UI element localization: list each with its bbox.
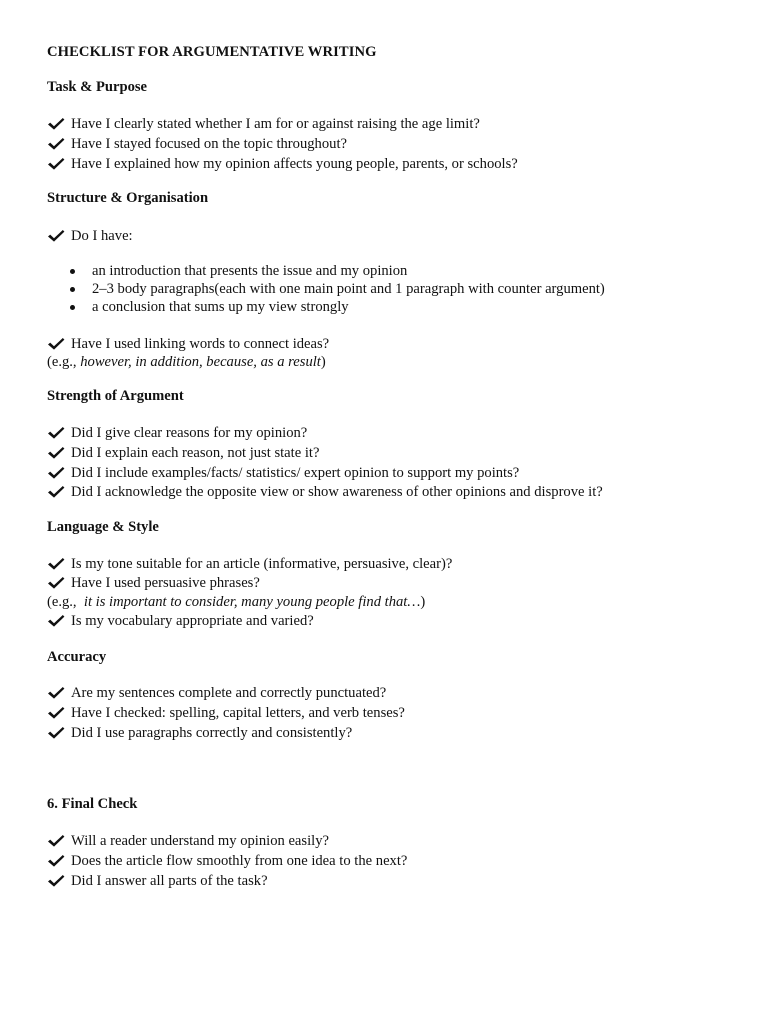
checklist-item: Is my tone suitable for an article (informative, persuasive, clear)? <box>47 555 452 573</box>
checkmark-icon <box>47 337 65 351</box>
checklist-item: Are my sentences complete and correctly punctuated? <box>47 684 386 702</box>
checkmark-icon <box>47 576 65 590</box>
checklist-item: Is my vocabulary appropriate and varied? <box>47 612 314 630</box>
bullet-item: a conclusion that sums up my view strongly <box>70 298 349 316</box>
checkmark-icon <box>47 557 65 571</box>
bullet-item: 2–3 body paragraphs(each with one main point and 1 paragraph with counter argument) <box>70 280 605 298</box>
checkmark-icon <box>47 466 65 480</box>
checklist-item: Did I answer all parts of the task? <box>47 872 268 890</box>
bullet-icon <box>70 269 75 274</box>
checkmark-icon <box>47 726 65 740</box>
checkmark-icon <box>47 686 65 700</box>
example-note: (e.g., it is important to consider, many young people find that…) <box>47 594 426 610</box>
checklist-item: Have I explained how my opinion affects young people, parents, or schools? <box>47 155 518 173</box>
checkmark-icon <box>47 614 65 628</box>
checklist-item: Did I give clear reasons for my opinion? <box>47 424 307 442</box>
section-heading-structure: Structure & Organisation <box>47 190 209 206</box>
checkmark-icon <box>47 157 65 171</box>
bullet-icon <box>70 305 75 310</box>
checklist-item: Have I stayed focused on the topic throughout? <box>47 135 347 153</box>
example-note: (e.g., however, in addition, because, as a result) <box>47 354 326 370</box>
checklist-item: Did I explain each reason, not just state it? <box>47 444 319 462</box>
checklist-item: Does the article flow smoothly from one idea to the next? <box>47 852 407 870</box>
checkmark-icon <box>47 854 65 868</box>
checkmark-icon <box>47 874 65 888</box>
section-heading-language: Language & Style <box>47 519 159 535</box>
checkmark-icon <box>47 446 65 460</box>
checklist-item: Have I used persuasive phrases? <box>47 574 260 592</box>
bullet-icon <box>70 287 75 292</box>
section-heading-task-purpose: Task & Purpose <box>47 79 148 95</box>
bullet-item: an introduction that presents the issue and my opinion <box>70 262 407 280</box>
section-heading-accuracy: Accuracy <box>47 649 107 665</box>
checklist-item: Did I use paragraphs correctly and consistently? <box>47 724 352 742</box>
document-title: CHECKLIST FOR ARGUMENTATIVE WRITING <box>47 44 377 60</box>
checkmark-icon <box>47 485 65 499</box>
checklist-item: Have I used linking words to connect ideas? <box>47 335 329 353</box>
checkmark-icon <box>47 426 65 440</box>
checkmark-icon <box>47 834 65 848</box>
checkmark-icon <box>47 137 65 151</box>
checkmark-icon <box>47 229 65 243</box>
section-heading-strength: Strength of Argument <box>47 388 184 404</box>
checklist-item: Have I clearly stated whether I am for or against raising the age limit? <box>47 115 480 133</box>
checklist-item: Did I include examples/facts/ statistics/ expert opinion to support my points? <box>47 464 519 482</box>
checklist-item: Do I have: <box>47 227 133 245</box>
section-heading-final-check: 6. Final Check <box>47 796 138 812</box>
checklist-item: Will a reader understand my opinion easily? <box>47 832 329 850</box>
checklist-item: Have I checked: spelling, capital letters, and verb tenses? <box>47 704 405 722</box>
checklist-item: Did I acknowledge the opposite view or show awareness of other opinions and disprove it? <box>47 483 603 501</box>
checkmark-icon <box>47 706 65 720</box>
checkmark-icon <box>47 117 65 131</box>
